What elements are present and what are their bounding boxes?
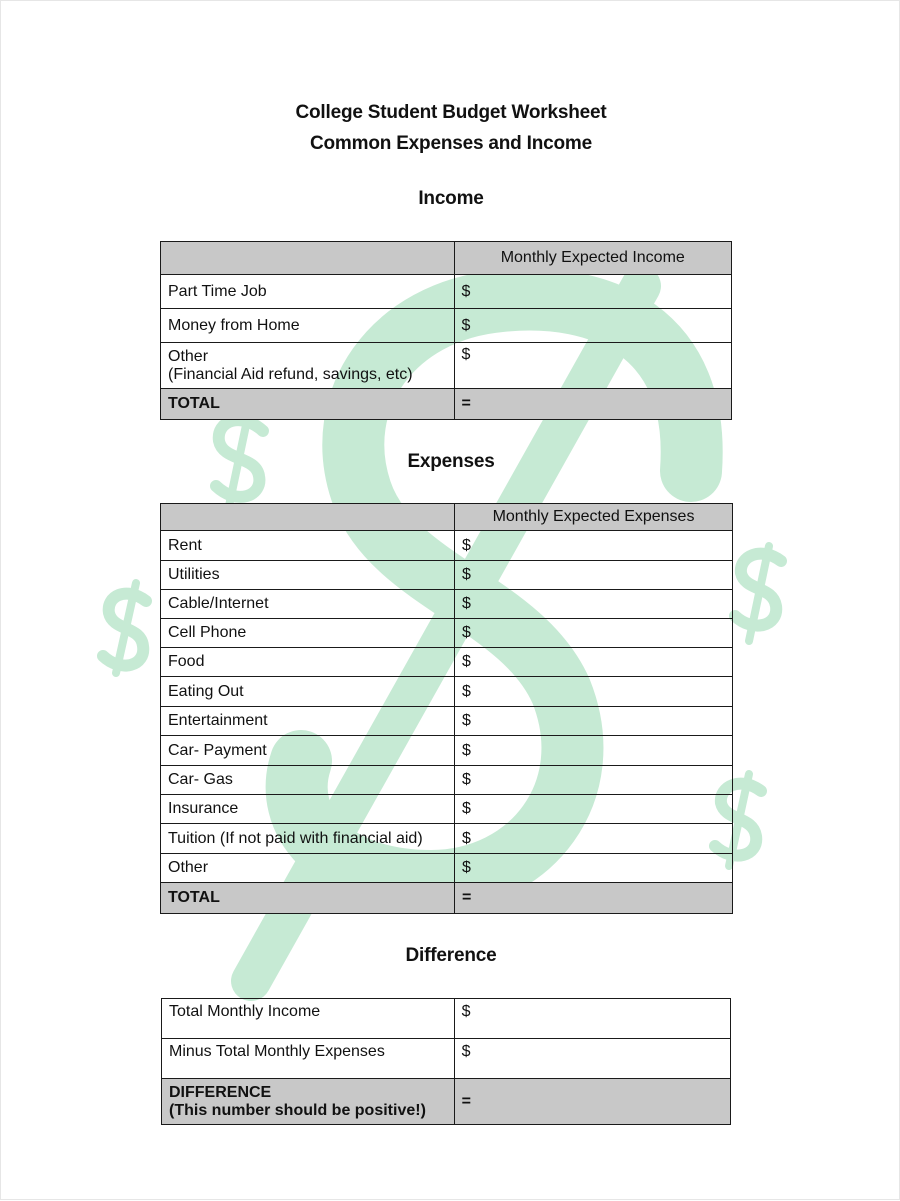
table-row [161,590,733,619]
total-row [161,389,732,420]
table-row [161,619,733,648]
table-row [161,309,732,343]
amount-field[interactable]: $ [455,854,733,883]
income-heading: Income [418,188,484,209]
document-subtitle: Common Expenses and Income [310,133,592,154]
row-label: Car- Gas [161,766,455,795]
amount-field[interactable]: $ [455,561,733,590]
document-title: College Student Budget Worksheet [295,102,607,123]
amount-field[interactable]: $ [455,590,733,619]
total-row [161,883,733,914]
total-field[interactable]: = [455,883,733,914]
amount-field[interactable]: $ [455,619,733,648]
table-row [161,531,733,561]
difference-label-line1: DIFFERENCE [169,1083,272,1101]
row-label: Minus Total Monthly Expenses [162,1039,455,1079]
row-label: Car- Payment [161,736,455,766]
row-label: Insurance [161,795,455,824]
expenses-table [160,503,733,914]
total-field[interactable]: = [454,389,732,420]
amount-field[interactable]: $ [454,343,732,389]
row-label: Other [161,854,455,883]
income-column-header: Monthly Expected Income [454,242,732,275]
difference-row [162,1079,731,1125]
row-label: Cable/Internet [161,590,455,619]
difference-field[interactable]: = [454,1079,730,1125]
difference-label [162,1079,455,1125]
amount-field[interactable]: $ [455,766,733,795]
row-label: Cell Phone [161,619,455,648]
amount-field[interactable]: $ [455,795,733,824]
table-row [161,648,733,677]
difference-heading: Difference [405,945,497,966]
total-label: TOTAL [161,883,455,914]
table-row [161,561,733,590]
difference-table [161,998,731,1125]
table-row [162,999,731,1039]
row-label: Part Time Job [161,275,455,309]
header-blank-cell [161,504,455,531]
row-label: Total Monthly Income [162,999,455,1039]
table-row [161,795,733,824]
expenses-column-header: Monthly Expected Expenses [455,504,733,531]
amount-field[interactable]: $ [455,824,733,854]
row-label: Utilities [161,561,455,590]
table-row [161,854,733,883]
header-blank-cell [161,242,455,275]
table-row [161,275,732,309]
row-label: Tuition (If not paid with financial aid) [161,824,455,854]
amount-field[interactable]: $ [455,648,733,677]
amount-field[interactable]: $ [454,309,732,343]
table-header-row [161,242,732,275]
total-label: TOTAL [161,389,455,420]
amount-field[interactable]: $ [455,677,733,707]
row-label-line1: Other [168,347,209,365]
row-label: Rent [161,531,455,561]
table-row [162,1039,731,1079]
amount-field[interactable]: $ [454,999,730,1039]
table-row [161,736,733,766]
table-row [161,677,733,707]
row-label-line2: (Financial Aid refund, savings, etc) [168,365,413,383]
amount-field[interactable]: $ [455,736,733,766]
amount-field[interactable]: $ [454,275,732,309]
table-row [161,766,733,795]
row-label [161,343,455,389]
table-row [161,343,732,389]
table-row [161,707,733,736]
row-label: Eating Out [161,677,455,707]
row-label: Money from Home [161,309,455,343]
difference-label-line2: (This number should be positive!) [169,1101,426,1119]
income-table [160,241,732,420]
amount-field[interactable]: $ [454,1039,730,1079]
table-row [161,824,733,854]
expenses-heading: Expenses [407,451,495,472]
amount-field[interactable]: $ [455,707,733,736]
row-label: Food [161,648,455,677]
table-header-row [161,504,733,531]
amount-field[interactable]: $ [455,531,733,561]
row-label: Entertainment [161,707,455,736]
